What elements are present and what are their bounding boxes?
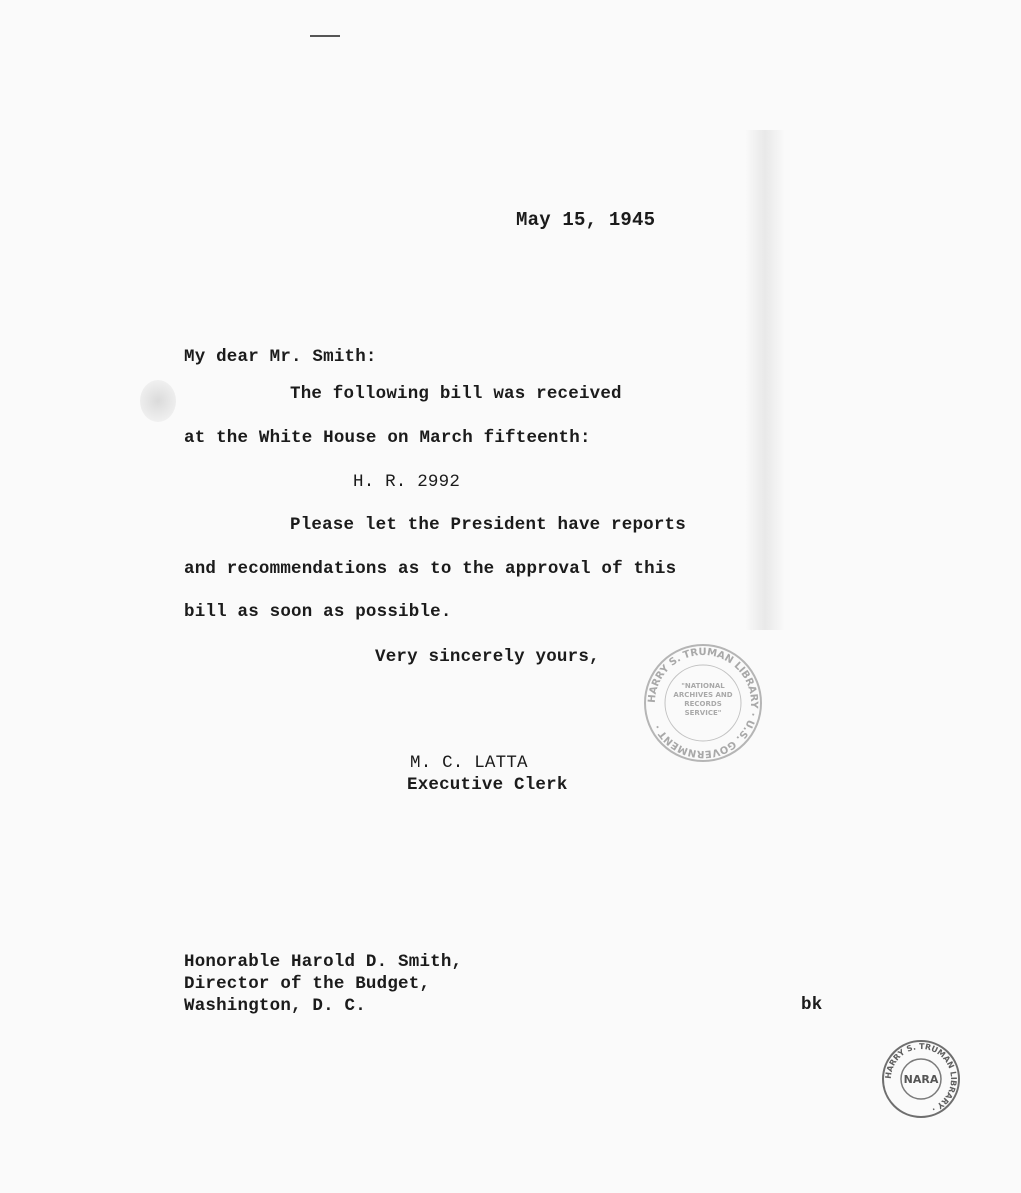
paper-fold-shadow xyxy=(745,130,785,630)
body-line: Please let the President have reports xyxy=(290,515,686,535)
addressee-line: Director of the Budget, xyxy=(184,974,431,994)
stray-mark xyxy=(310,35,340,37)
archive-stamp-ring-text: HARRY S. TRUMAN LIBRARY · U.S. GOVERNMENT · xyxy=(646,646,760,760)
body-line: at the White House on March fifteenth: xyxy=(184,428,591,448)
closing: Very sincerely yours, xyxy=(375,647,600,667)
salutation: My dear Mr. Smith: xyxy=(184,347,377,367)
library-stamp-icon xyxy=(880,1038,962,1120)
signature-title: Executive Clerk xyxy=(407,775,568,795)
body-line: bill as soon as possible. xyxy=(184,602,452,622)
archive-stamp-center-text: "NATIONAL ARCHIVES AND RECORDS SERVICE" xyxy=(673,682,733,717)
signature-name: M. C. LATTA xyxy=(410,753,528,773)
library-stamp-ring-text: HARRY S. TRUMAN LIBRARY · xyxy=(883,1041,959,1114)
body-line: and recommendations as to the approval of this xyxy=(184,559,677,579)
letter-date: May 15, 1945 xyxy=(516,209,656,231)
addressee-line: Washington, D. C. xyxy=(184,996,366,1016)
typist-initials: bk xyxy=(801,995,823,1015)
paper-stain xyxy=(140,380,176,422)
addressee-line: Honorable Harold D. Smith, xyxy=(184,952,463,972)
bill-number: H. R. 2992 xyxy=(353,472,461,492)
library-stamp-center-text: NARA xyxy=(903,1073,939,1086)
archive-stamp-icon xyxy=(640,640,766,766)
body-line: The following bill was received xyxy=(290,384,622,404)
